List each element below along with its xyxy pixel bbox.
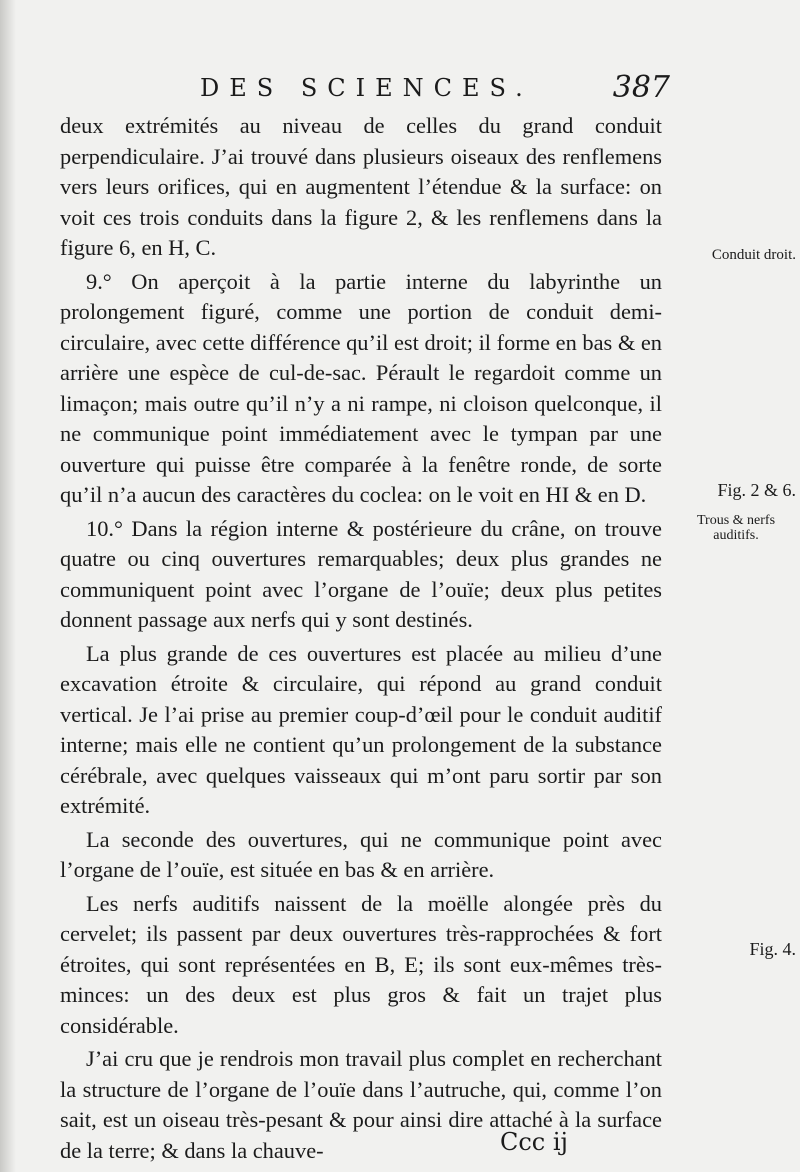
paragraph: La seconde des ouvertures, qui ne communique point avec l’organe de l’ouïe, est située en bas & en arrière. bbox=[60, 826, 662, 882]
page-number: 387 bbox=[612, 70, 670, 105]
paragraph: deux extrémités au niveau de celles du grand conduit perpendiculaire. J’ai trouvé dans plusieurs oiseaux des renflemens vers leurs orifices, qui en augmentent l’étendue & la surface: on voit ces trois conduits dans la figure 2, & les renflemens dans la figure 6, en H, C. bbox=[60, 113, 662, 260]
paragraph: 9.° On aperçoit à la partie interne du labyrinthe un prolongement figuré, comme une portion de conduit demi-circulaire, avec cette différence qu’il est droit; il forme en bas & en arrière une espèce de cul-de-sac. Pérault le regardoit comme un limaçon; mais outre qu’il n’y a ni rampe, ni cloison quelconque, il ne communique point immédiatement avec le tympan par une ouverture qui puisse être comparée à la fenêtre ronde, de sorte qu’il n’a aucun des caractères du coclea: on le voit en HI & en D. bbox=[60, 268, 662, 507]
paragraph: 10.° Dans la région interne & postérieure du crâne, on trouve quatre ou cinq ouvertures remarquables; deux plus grandes ne communiquent point avec l’organe de l’ouïe; deux plus petites donnent passage aux nerfs qui y sont destinés. bbox=[60, 515, 662, 632]
margin-note-fig-4: Fig. 4. bbox=[749, 939, 796, 959]
margin-note-conduit-droit: Conduit droit. bbox=[711, 247, 796, 263]
page-header bbox=[60, 70, 670, 110]
paragraph: La plus grande de ces ouvertures est placée au milieu d’une excavation étroite & circulaire, qui répond au grand conduit vertical. Je l’ai prise au premier coup-d’œil pour le conduit auditif interne; mais elle ne contient qu’un prolongement de la substance cérébrale, avec quelques vaisseaux qui m’ont paru sortir par son extrémité. bbox=[60, 640, 662, 818]
signature-mark: Ccc ij bbox=[500, 1128, 568, 1156]
paragraph: Les nerfs auditifs naissent de la moëlle alongée près du cervelet; ils passent par deux ouvertures très-rapprochées & fort étroites, qui sont représentées en B, E; ils sont eux-mêmes très-minces: un des deux est plus gros & fait un trajet plus considérable. bbox=[60, 890, 662, 1038]
margin-note-trous-nerfs: Trous & nerfs auditifs. bbox=[696, 513, 776, 543]
page-edge-shadow bbox=[0, 0, 16, 1172]
running-title: DES SCIENCES. bbox=[200, 74, 533, 102]
paragraph: J’ai cru que je rendrois mon travail plus complet en recherchant la structure de l’organe de l’ouïe dans l’autruche, qui, comme l’on sait, est un oiseau très-pesant & pour ainsi dire attaché à la surface de la terre; & dans la chauve- bbox=[60, 1046, 662, 1163]
body-text bbox=[60, 111, 662, 1166]
margin-note-fig-2-6: Fig. 2 & 6. bbox=[717, 480, 796, 500]
